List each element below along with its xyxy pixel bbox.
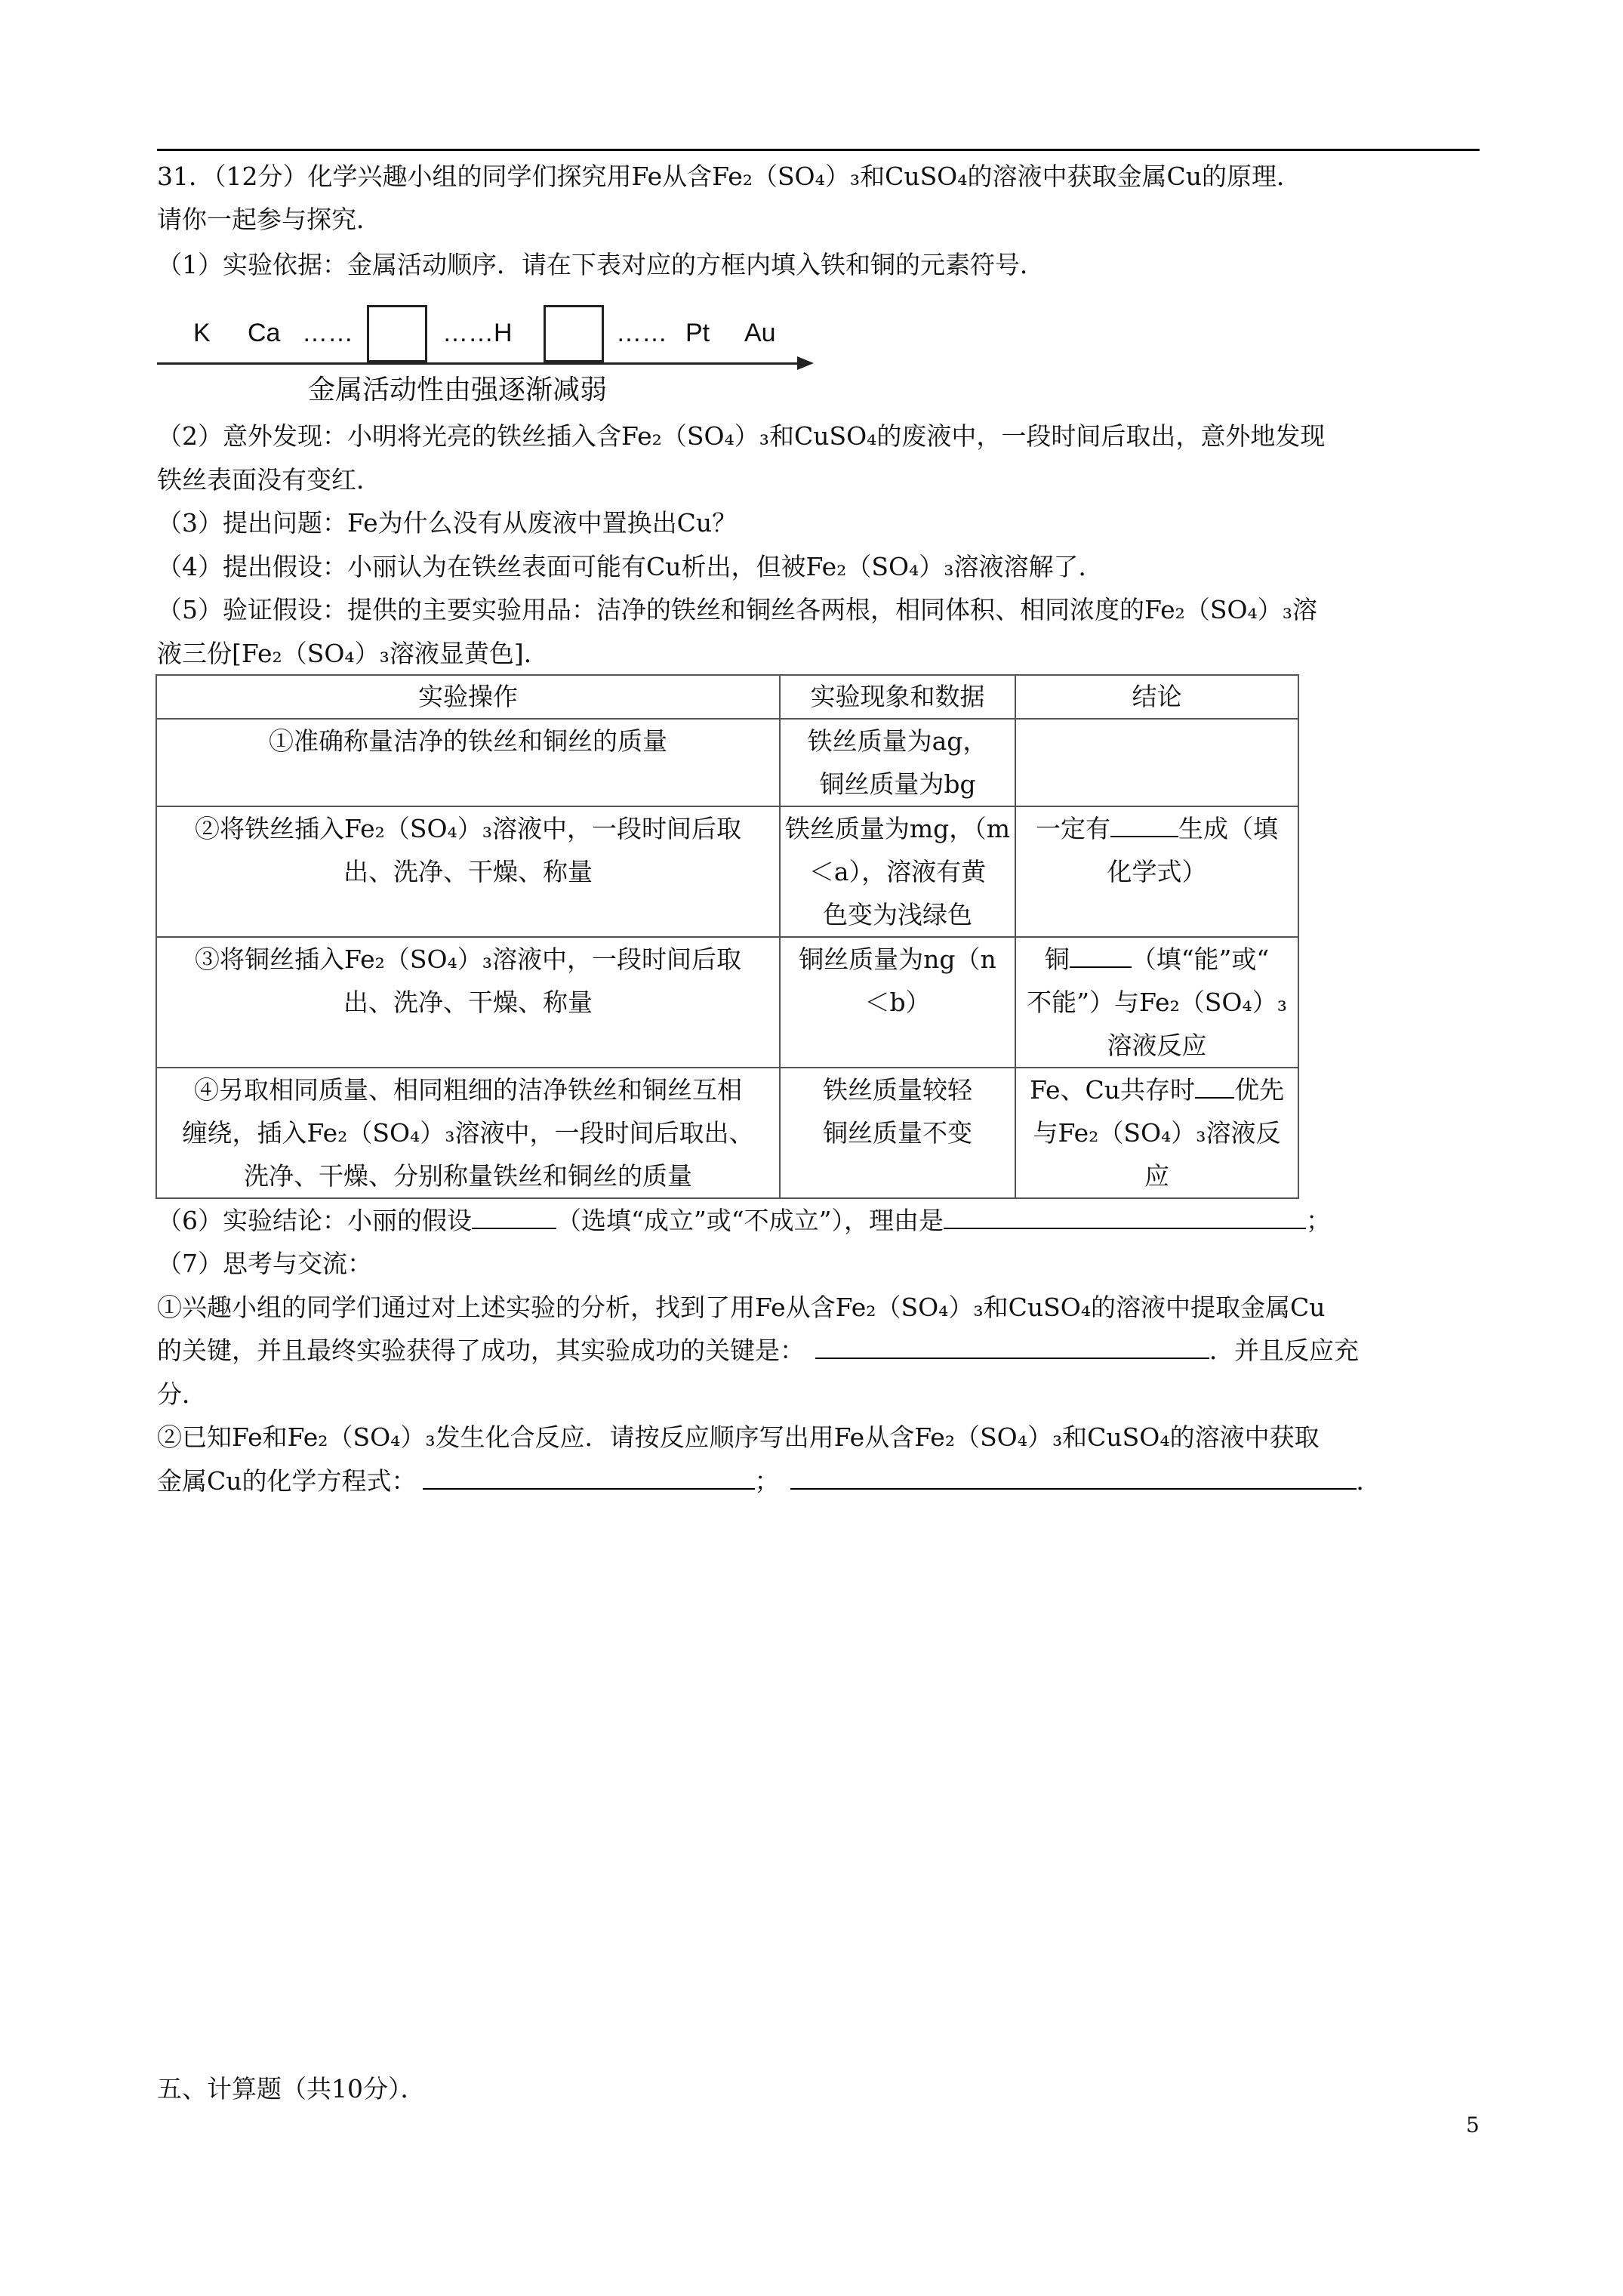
answer-blank-equation-2[interactable]: [790, 1465, 1357, 1490]
step-1: （1）实验依据：金属活动顺序．请在下表对应的方框内填入铁和铜的元素符号．: [157, 250, 1045, 279]
answer-blank-key[interactable]: [815, 1335, 1209, 1359]
answer-blank-equation-1[interactable]: [423, 1465, 755, 1490]
experiment-table: [156, 674, 1299, 1199]
activity-caption: 金属活动性由强逐渐减弱: [308, 374, 608, 405]
step-5: （5）验证假设：提供的主要实验用品：洁净的铁丝和铜丝各两根，相同体积、相同浓度的Fe₂（SO₄）₃溶: [157, 595, 1317, 624]
table-header-row: [156, 675, 1298, 719]
answer-blank-can[interactable]: [1070, 944, 1132, 968]
step-6: （6）实验结论：小丽的假设 （选填“成立”或“不成立”），理由是 ；: [157, 1206, 1331, 1235]
row2-observation: 铁丝质量为mg，（m ＜a），溶液有黄 色变为浅绿色: [780, 806, 1015, 937]
step-3: （3）提出问题：Fe为什么没有从废液中置换出Cu？: [157, 508, 738, 538]
step-7: （7）思考与交流：: [157, 1249, 372, 1278]
header-conclusion: 结论: [1015, 675, 1298, 719]
answer-blank-formula[interactable]: [1110, 813, 1178, 837]
answer-blank-priority[interactable]: [1195, 1074, 1234, 1099]
element-pt: Pt: [685, 319, 710, 347]
question-7-1-end: 分．: [157, 1379, 207, 1409]
row3-observation: 铜丝质量为ng（n ＜b）: [780, 937, 1015, 1068]
row4-observation: 铁丝质量较轻 铜丝质量不变: [780, 1068, 1015, 1198]
step-2-cont: 铁丝表面没有变红．: [157, 465, 381, 495]
step-5-cont: 液三份[Fe₂（SO₄）₃溶液显黄色]．: [157, 639, 549, 668]
element-au: Au: [744, 319, 776, 347]
row2-conclusion: 一定有 生成（填 化学式）: [1015, 806, 1298, 937]
table-row: [156, 719, 1298, 806]
ellipsis-2: ……: [616, 319, 667, 347]
question-7-1: ①兴趣小组的同学们通过对上述实验的分析，找到了用Fe从含Fe₂（SO₄）₃和CuSO₄的溶液中提取金属Cu: [157, 1293, 1326, 1322]
answer-box-cu[interactable]: [544, 305, 604, 362]
section-heading: 五、计算题（共10分）．: [157, 2074, 426, 2103]
question-intro: 31．（12分）化学兴趣小组的同学们探究用Fe从含Fe₂（SO₄）₃和CuSO₄的溶液中获取金属Cu的原理．: [157, 162, 1301, 191]
row1-observation: 铁丝质量为ag， 铜丝质量为bg: [780, 719, 1015, 806]
row1-operation: ①准确称量洁净的铁丝和铜丝的质量: [156, 719, 780, 806]
table-row: [156, 1068, 1298, 1198]
arrow-right-icon: [797, 356, 814, 370]
step-4: （4）提出假设：小丽认为在铁丝表面可能有Cu析出，但被Fe₂（SO₄）₃溶液溶解了．: [157, 552, 1104, 581]
ellipsis-h: ……H: [442, 319, 513, 347]
element-k: K: [193, 319, 211, 347]
row4-conclusion: Fe、Cu共存时 优先 与Fe₂（SO₄）₃溶液反 应: [1015, 1068, 1298, 1198]
row3-conclusion: 铜 （填“能”或“ 不能”）与Fe₂（SO₄）₃ 溶液反应: [1015, 937, 1298, 1068]
row1-conclusion: [1015, 719, 1298, 806]
ellipsis-1: ……: [302, 319, 353, 347]
question-7-2: ②已知Fe和Fe₂（SO₄）₃发生化合反应．请按反应顺序写出用Fe从含Fe₂（SO₄）₃和CuSO₄的溶液中获取: [157, 1422, 1320, 1452]
header-observation: 实验现象和数据: [780, 675, 1015, 719]
step-2: （2）意外发现：小明将光亮的铁丝插入含Fe₂（SO₄）₃和CuSO₄的废液中，一段时间后取出，意外地发现: [157, 421, 1326, 451]
row2-operation: ②将铁丝插入Fe₂（SO₄）₃溶液中，一段时间后取 出、洗净、干燥、称量: [156, 806, 780, 937]
row3-operation: ③将铜丝插入Fe₂（SO₄）₃溶液中，一段时间后取 出、洗净、干燥、称量: [156, 937, 780, 1068]
row4-operation: ④另取相同质量、相同粗细的洁净铁丝和铜丝互相 缠绕，插入Fe₂（SO₄）₃溶液中，一段时间后取出、 洗净、干燥、分别称量铁丝和铜丝的质量: [156, 1068, 780, 1198]
answer-box-fe[interactable]: [367, 305, 427, 362]
header-operation: 实验操作: [156, 675, 780, 719]
arrow-line: [157, 362, 799, 365]
answer-blank-hypothesis[interactable]: [472, 1205, 556, 1229]
answer-blank-reason[interactable]: [944, 1205, 1306, 1229]
question-intro-cont: 请你一起参与探究．: [157, 205, 381, 234]
activity-series-diagram: [157, 302, 821, 408]
question-7-2-cont: 金属Cu的化学方程式： ； ．: [157, 1466, 1381, 1496]
question-7-1-cont: 的关键，并且最终实验获得了成功，其实验成功的关键是： ．并且反应充: [157, 1336, 1359, 1365]
element-ca: Ca: [248, 319, 281, 347]
table-row: [156, 806, 1298, 937]
table-row: [156, 937, 1298, 1068]
page-number: 5: [1466, 2113, 1480, 2137]
header-rule: [157, 149, 1480, 151]
